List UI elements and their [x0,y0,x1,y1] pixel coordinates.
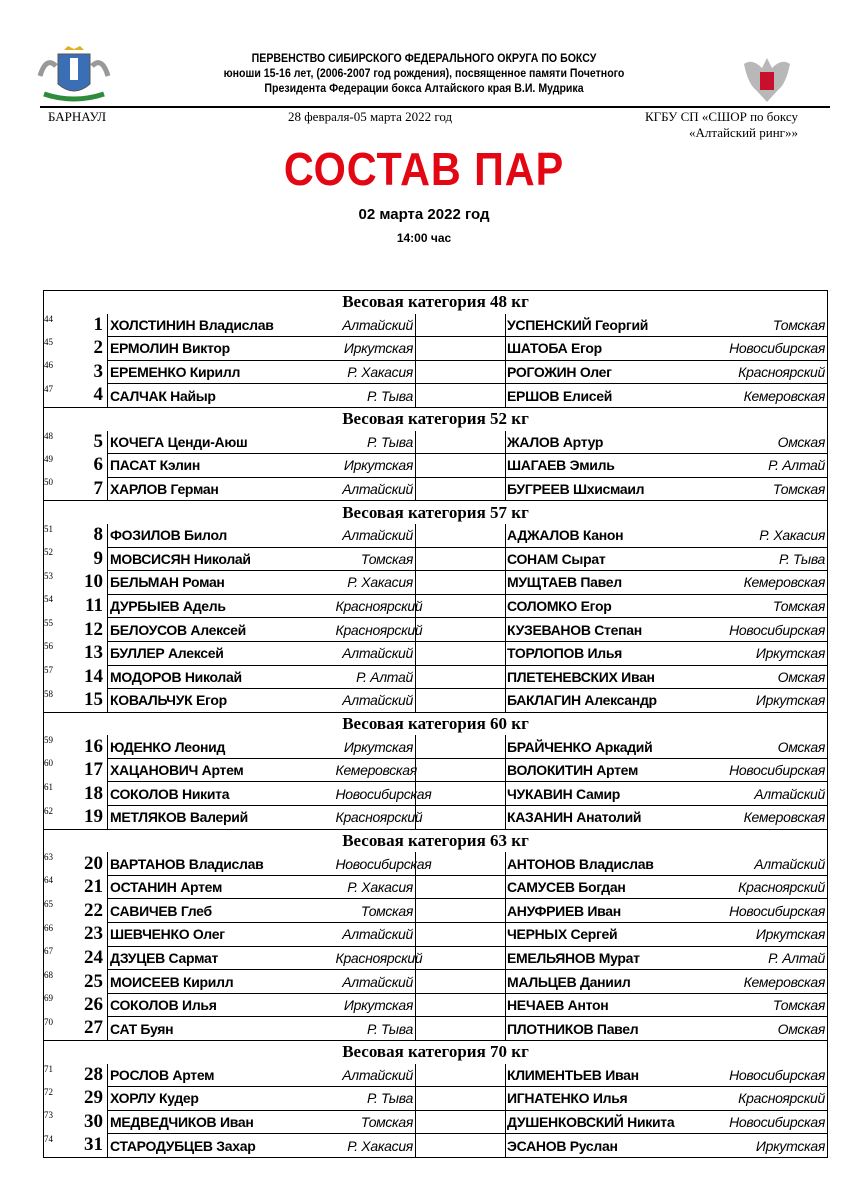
pairs-table [43,290,828,1158]
boxer-blue-name: КЛИМЕНТЬЕВ Иван [506,1064,696,1087]
boxer-blue-name: ВОЛОКИТИН Артем [506,758,696,782]
result-cell [416,524,506,547]
boxer-blue-region: Томская [696,993,828,1017]
boxer-red-name: САЛЧАК Найыр [108,384,336,408]
result-cell [416,758,506,782]
boxer-red-name: ФОЗИЛОВ Билол [108,524,336,547]
pair-number: 20 [84,852,103,874]
boxer-blue-name: КУЗЕВАНОВ Степан [506,618,696,642]
boxer-red-region: Р. Алтай [336,665,416,689]
boxer-red-name: ОСТАНИН Артем [108,875,336,899]
boxer-red-region: Иркутская [336,993,416,1017]
boxer-red-name: МЕТЛЯКОВ Валерий [108,806,336,830]
bout-id: 54 [44,594,53,605]
result-cell [416,1134,506,1158]
bout-id: 65 [44,898,53,909]
boxer-red-region: Кемеровская [336,758,416,782]
boxer-red-region: Р. Тыва [336,384,416,408]
pair-row [44,547,828,571]
boxer-red-name: КОВАЛЬЧУК Егор [108,689,336,713]
weight-category-row [44,407,828,430]
result-cell [416,993,506,1017]
pair-number: 6 [93,454,103,476]
boxer-red-region: Р. Тыва [336,1087,416,1111]
bout-id: 73 [44,1110,53,1121]
boxer-red-region: Новосибирская [336,782,416,806]
bout-id: 64 [44,875,53,886]
result-cell [416,431,506,454]
city-coat-of-arms-icon [36,46,112,104]
bout-id: 58 [44,688,53,699]
bout-id: 66 [44,922,53,933]
pair-row [44,524,828,547]
pair-row [44,758,828,782]
bout-id: 63 [44,852,53,863]
boxer-blue-name: ИГНАТЕНКО Илья [506,1087,696,1111]
boxer-red-region: Иркутская [336,337,416,361]
boxer-blue-region: Томская [696,314,828,337]
weight-category-row [44,712,828,735]
boxer-blue-region: Р. Алтай [696,454,828,478]
bout-id: 55 [44,617,53,628]
pair-row [44,689,828,713]
pair-row [44,454,828,478]
bout-id: 48 [44,430,53,441]
pair-number: 12 [84,618,103,640]
result-cell [416,547,506,571]
organizer-line-2: «Алтайский ринг»» [689,125,798,140]
boxer-red-name: МОВСИСЯН Николай [108,547,336,571]
event-dedication: Президента Федерации бокса Алтайского края В.И. Мудрика [264,83,584,95]
boxer-blue-name: АНТОНОВ Владислав [506,852,696,875]
boxer-red-name: ХОРЛУ Кудер [108,1087,336,1111]
pair-number: 16 [84,735,103,757]
boxer-blue-name: КАЗАНИН Анатолий [506,806,696,830]
boxer-red-name: ЕРМОЛИН Виктор [108,337,336,361]
pair-number: 25 [84,970,103,992]
pair-number: 27 [84,1017,103,1039]
pair-number: 2 [93,337,103,359]
boxer-blue-region: Красноярский [696,875,828,899]
pair-row [44,431,828,454]
boxer-red-name: ВАРТАНОВ Владислав [108,852,336,875]
bout-id: 56 [44,641,53,652]
result-cell [416,1087,506,1111]
bout-id: 72 [44,1086,53,1097]
pair-number: 19 [84,806,103,828]
boxer-red-region: Алтайский [336,477,416,501]
pair-row [44,618,828,642]
pair-number: 4 [93,384,103,406]
boxer-blue-name: БРАЙЧЕНКО Аркадий [506,735,696,758]
pair-number: 5 [93,431,103,453]
boxer-red-name: РОСЛОВ Артем [108,1064,336,1087]
boxer-blue-name: ЧЕРНЫХ Сергей [506,923,696,947]
city-label: БАРНАУЛ [48,109,107,124]
weight-category-row [44,829,828,852]
boxer-red-region: Томская [336,899,416,923]
pair-number: 7 [93,477,103,499]
result-cell [416,477,506,501]
pair-row [44,735,828,758]
boxer-blue-name: ЖАЛОВ Артур [506,431,696,454]
weight-category-label: Весовая категория 48 кг [44,291,828,314]
bout-id: 45 [44,336,53,347]
bout-id: 53 [44,570,53,581]
boxer-blue-name: ЧУКАВИН Самир [506,782,696,806]
pair-number: 29 [84,1087,103,1109]
boxer-blue-region: Алтайский [696,782,828,806]
bout-id: 57 [44,665,53,675]
boxer-red-name: СОКОЛОВ Илья [108,993,336,1017]
boxer-blue-name: САМУСЕВ Богдан [506,875,696,899]
boxer-blue-name: ШАГАЕВ Эмиль [506,454,696,478]
weight-category-label: Весовая категория 63 кг [44,829,828,852]
result-cell [416,689,506,713]
result-cell [416,618,506,642]
boxer-red-region: Красноярский [336,806,416,830]
boxer-red-name: МОДОРОВ Николай [108,665,336,689]
bout-id: 69 [44,993,53,1004]
boxer-red-region: Алтайский [336,923,416,947]
boxer-red-name: САВИЧЕВ Глеб [108,899,336,923]
boxer-blue-name: ПЛЕТЕНЕВСКИХ Иван [506,665,696,689]
boxer-blue-name: БУГРЕЕВ Шхисмаил [506,477,696,501]
bout-id: 68 [44,969,53,980]
pair-number: 18 [84,782,103,804]
event-subtitle: юноши 15-16 лет, (2006-2007 год рождения), посвященное памяти Почетного [223,68,625,80]
result-cell [416,806,506,830]
boxer-blue-region: Омская [696,1017,828,1041]
result-cell [416,641,506,665]
boxer-red-name: СТАРОДУБЦЕВ Захар [108,1134,336,1158]
boxer-red-name: МЕДВЕДЧИКОВ Иван [108,1110,336,1134]
bout-id: 70 [44,1016,53,1027]
boxer-blue-region: Новосибирская [696,899,828,923]
boxer-blue-name: НЕЧАЕВ Антон [506,993,696,1017]
pair-number: 14 [84,665,103,687]
boxer-red-region: Р. Хакасия [336,360,416,384]
boxer-blue-region: Алтайский [696,852,828,875]
pair-number: 11 [85,595,103,617]
boxer-red-name: СОКОЛОВ Никита [108,782,336,806]
boxer-blue-name: РОГОЖИН Олег [506,360,696,384]
boxer-red-name: ПАСАТ Кэлин [108,454,336,478]
pair-number: 26 [84,994,103,1016]
boxer-blue-name: ЭСАНОВ Руслан [506,1134,696,1158]
result-cell [416,946,506,970]
pair-number: 23 [84,923,103,945]
bout-id: 67 [44,946,53,957]
pair-row [44,782,828,806]
federation-eagle-emblem-icon [738,50,796,106]
boxer-blue-region: Новосибирская [696,1064,828,1087]
pair-row [44,1017,828,1041]
boxer-red-region: Р. Хакасия [336,571,416,595]
boxer-blue-name: БАКЛАГИН Александр [506,689,696,713]
boxer-red-region: Р. Тыва [336,1017,416,1041]
boxer-red-region: Алтайский [336,524,416,547]
header-divider [40,106,830,108]
boxer-blue-name: МУЩТАЕВ Павел [506,571,696,595]
pair-row [44,1110,828,1134]
boxer-blue-region: Кемеровская [696,384,828,408]
pair-row [44,923,828,947]
bout-id: 60 [44,758,53,769]
result-cell [416,1017,506,1041]
boxer-red-region: Томская [336,547,416,571]
bout-id: 50 [44,477,53,488]
boxer-red-name: МОИСЕЕВ Кирилл [108,970,336,994]
boxer-red-region: Алтайский [336,970,416,994]
boxer-blue-region: Новосибирская [696,618,828,642]
boxer-red-name: ДУРБЫЕВ Адель [108,594,336,618]
boxer-red-name: БУЛЛЕР Алексей [108,641,336,665]
boxer-blue-region: Новосибирская [696,758,828,782]
boxer-blue-region: Иркутская [696,641,828,665]
pair-row [44,571,828,595]
bout-id: 52 [44,547,53,558]
organizer-line-1: КГБУ СП «СШОР по боксу [644,109,798,124]
result-cell [416,1110,506,1134]
result-cell [416,594,506,618]
pair-number: 13 [84,642,103,664]
boxer-blue-name: АНУФРИЕВ Иван [506,899,696,923]
pair-row [44,594,828,618]
boxer-blue-region: Иркутская [696,689,828,713]
result-cell [416,314,506,337]
boxer-blue-name: УСПЕНСКИЙ Георгий [506,314,696,337]
bout-time: 14:00 час [396,231,452,245]
pair-row [44,641,828,665]
boxer-blue-region: Красноярский [696,360,828,384]
boxer-red-region: Алтайский [336,689,416,713]
bout-id: 46 [44,360,53,371]
boxer-red-name: ЮДЕНКО Леонид [108,735,336,758]
pair-row [44,875,828,899]
boxer-red-region: Томская [336,1110,416,1134]
boxer-blue-name: ШАТОБА Егор [506,337,696,361]
pair-row [44,1087,828,1111]
boxer-blue-region: Кемеровская [696,571,828,595]
boxer-red-name: БЕЛЬМАН Роман [108,571,336,595]
pair-number: 3 [93,361,103,383]
organizer [645,109,798,141]
pair-row [44,852,828,875]
pair-number: 31 [84,1134,103,1156]
boxer-blue-region: Омская [696,735,828,758]
boxer-blue-name: ТОРЛОПОВ Илья [506,641,696,665]
boxer-red-region: Красноярский [336,594,416,618]
boxer-red-name: ХАРЛОВ Герман [108,477,336,501]
pair-number: 10 [84,571,103,593]
boxer-blue-name: АДЖАЛОВ Канон [506,524,696,547]
result-cell [416,384,506,408]
pair-row [44,993,828,1017]
boxer-blue-region: Иркутская [696,1134,828,1158]
boxer-red-name: САТ Буян [108,1017,336,1041]
result-cell [416,337,506,361]
boxer-blue-name: ЕМЕЛЬЯНОВ Мурат [506,946,696,970]
boxer-blue-name: МАЛЬЦЕВ Даниил [506,970,696,994]
event-title: ПЕРВЕНСТВО СИБИРСКОГО ФЕДЕРАЛЬНОГО ОКРУГА ПО БОКСУ [251,53,597,65]
boxer-blue-name: ЕРШОВ Елисей [506,384,696,408]
boxer-red-region: Иркутская [336,454,416,478]
result-cell [416,875,506,899]
boxer-blue-region: Иркутская [696,923,828,947]
bout-id: 47 [44,383,53,394]
boxer-red-region: Алтайский [336,1064,416,1087]
bout-id: 44 [44,313,53,324]
result-cell [416,571,506,595]
boxer-blue-region: Р. Алтай [696,946,828,970]
result-cell [416,899,506,923]
boxer-red-region: Красноярский [336,946,416,970]
boxer-red-region: Р. Хакасия [336,875,416,899]
boxer-blue-region: Кемеровская [696,970,828,994]
boxer-blue-region: Новосибирская [696,337,828,361]
boxer-red-region: Алтайский [336,314,416,337]
boxer-red-region: Р. Хакасия [336,1134,416,1158]
pair-number: 28 [84,1064,103,1086]
boxer-blue-name: СОЛОМКО Егор [506,594,696,618]
bout-id: 71 [44,1063,53,1074]
boxer-blue-region: Р. Хакасия [696,524,828,547]
boxer-red-region: Красноярский [336,618,416,642]
result-cell [416,1064,506,1087]
boxer-blue-name: СОНАМ Сырат [506,547,696,571]
boxer-blue-region: Кемеровская [696,806,828,830]
result-cell [416,970,506,994]
boxer-red-name: БЕЛОУСОВ Алексей [108,618,336,642]
bout-date: 02 марта 2022 год [358,206,490,223]
pair-row [44,1064,828,1087]
weight-category-label: Весовая категория 60 кг [44,712,828,735]
pair-row [44,970,828,994]
bout-id: 61 [44,781,53,792]
bout-id: 49 [44,453,53,464]
boxer-red-name: ДЗУЦЕВ Сармат [108,946,336,970]
pair-row [44,899,828,923]
pair-row [44,665,828,689]
boxer-blue-name: ПЛОТНИКОВ Павел [506,1017,696,1041]
bout-id: 59 [44,735,53,746]
pair-number: 17 [84,759,103,781]
pair-number: 8 [93,524,103,546]
boxer-blue-region: Томская [696,477,828,501]
boxer-blue-region: Новосибирская [696,1110,828,1134]
weight-category-row [44,501,828,524]
result-cell [416,923,506,947]
result-cell [416,360,506,384]
pair-row [44,946,828,970]
pair-row [44,1134,828,1158]
pair-row [44,360,828,384]
pair-number: 30 [84,1111,103,1133]
boxer-red-region: Иркутская [336,735,416,758]
weight-category-row [44,1041,828,1064]
boxer-red-region: Алтайский [336,641,416,665]
boxer-red-name: ХОЛСТИНИН Владислав [108,314,336,337]
result-cell [416,735,506,758]
weight-category-label: Весовая категория 52 кг [44,407,828,430]
pair-number: 21 [84,876,103,898]
weight-category-label: Весовая категория 70 кг [44,1041,828,1064]
result-cell [416,665,506,689]
boxer-red-name: ШЕВЧЕНКО Олег [108,923,336,947]
boxer-red-name: ЕРЕМЕНКО Кирилл [108,360,336,384]
pair-row [44,314,828,337]
event-header [150,52,698,97]
pair-number: 24 [84,946,103,968]
bout-id: 74 [44,1133,53,1144]
weight-category-row [44,291,828,314]
result-cell [416,454,506,478]
boxer-blue-name: ДУШЕНКОВСКИЙ Никита [506,1110,696,1134]
boxer-red-name: КОЧЕГА Ценди-Аюш [108,431,336,454]
boxer-blue-region: Омская [696,431,828,454]
boxer-red-name: ХАЦАНОВИЧ Артем [108,758,336,782]
event-dates: 28 февраля-05 марта 2022 год [288,109,453,124]
pair-row [44,806,828,830]
boxer-blue-region: Красноярский [696,1087,828,1111]
pair-number: 22 [84,899,103,921]
pair-row [44,384,828,408]
pair-row [44,337,828,361]
pair-number: 1 [93,314,103,336]
boxer-blue-region: Омская [696,665,828,689]
boxer-red-region: Р. Тыва [336,431,416,454]
pair-number: 9 [93,547,103,569]
page-title: СОСТАВ ПАР [283,143,565,195]
boxer-blue-region: Р. Тыва [696,547,828,571]
bout-id: 62 [44,805,53,816]
boxer-red-region: Новосибирская [336,852,416,875]
pair-row [44,477,828,501]
bout-id: 51 [44,523,53,534]
pair-number: 15 [84,689,103,711]
weight-category-label: Весовая категория 57 кг [44,501,828,524]
boxer-blue-region: Томская [696,594,828,618]
